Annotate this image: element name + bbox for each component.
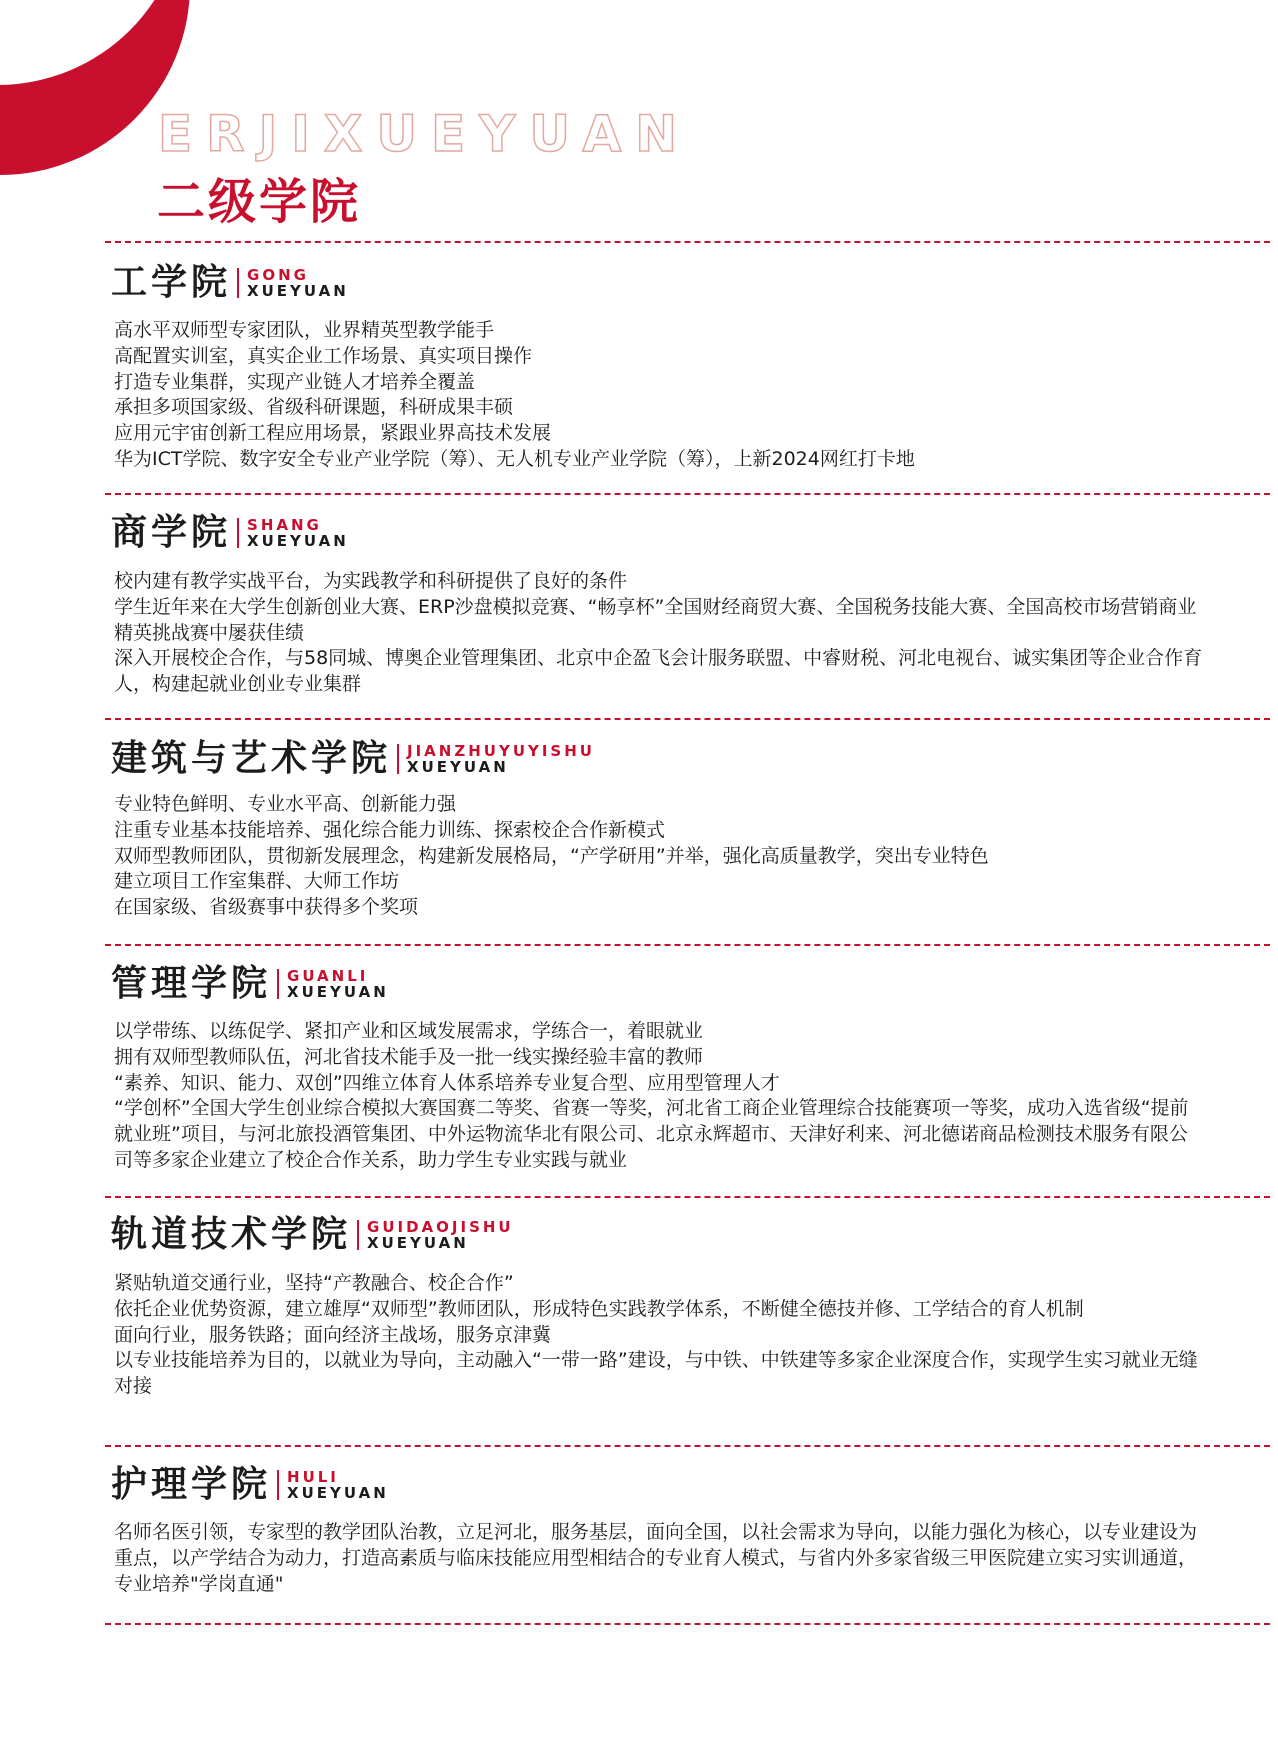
section-title: 轨道技术学院 [111,1214,352,1255]
section-title-en [287,968,389,1000]
section-line: 学生近年来在大学生创新创业大赛、ERP沙盘模拟竞赛、“畅享杯”全国财经商贸大赛、全国税务技能大赛、全国高校市场营销商业精英挑战赛中屡获佳绩 [114,595,1197,644]
section-body [114,1520,1204,1597]
divider [105,1196,1270,1198]
section-line: 专业特色鲜明、专业水平高、创新能力强 [114,793,457,815]
section-line: 高配置实训室，真实企业工作场景、真实项目操作 [114,344,533,367]
section-header-jianzhuyuyishu [111,737,595,781]
section-body [114,569,1204,698]
section-body [114,1019,1204,1174]
section-body [114,792,1204,921]
section-line: 依托企业优势资源，建立雄厚“双师型”教师团队，形成特色实践教学体系，不断健全德技并修、工学结合的育人机制 [114,1297,1084,1320]
section-title-en [247,517,349,549]
section-line: 以专业技能培养为目的，以就业为导向，主动融入“一带一路”建设，与中铁、中铁建等多家企业深度合作，实现学生实习就业无缝对接 [114,1349,1198,1398]
section-line: 应用元宇宙创新工程应用场景，紧跟业界高技术发展 [114,422,552,445]
section-line: 高水平双师型专家团队，业界精英型教学能手 [114,319,495,341]
section-title-en-line1: HULI [287,1468,339,1486]
section-title: 工学院 [111,262,232,303]
section-line: 紧贴轨道交通行业，坚持“产教融合、校企合作” [114,1272,514,1294]
divider [105,718,1270,720]
section-line: 深入开展校企合作，与58同城、博奥企业管理集团、北京中企盈飞会计服务联盟、中睿财税、河北电视台、诚实集团等企业合作育人，构建起就业创业专业集群 [114,647,1203,696]
section-title-bar [277,969,279,999]
section-line: 拥有双师型教师队伍，河北省技术能手及一批一线实操经验丰富的教师 [114,1045,704,1068]
section-line: 打造专业集群，实现产业链人才培养全覆盖 [114,370,476,393]
section-title-en-line1: GUANLI [287,967,369,985]
section-line: 以学带练、以练促学、紧扣产业和区域发展需求，学练合一，着眼就业 [114,1020,704,1042]
section-line: “素养、知识、能力、双创”四维立体育人体系培养专业复合型、应用型管理人才 [114,1071,780,1094]
section-title-en-line1: SHANG [247,516,322,534]
section-title-en-line1: GUIDAOJISHU [367,1218,514,1236]
section-header-guanli [111,962,389,1006]
section-title-bar [357,1220,359,1250]
divider [105,1623,1270,1625]
section-title-en-line2: XUEYUAN [247,532,349,550]
section-title-en-line2: XUEYUAN [287,983,389,1001]
page-title: 二级学院 [157,174,362,230]
section-title: 护理学院 [111,1464,272,1505]
section-title-en-line1: JIANZHUYUYISHU [407,742,595,760]
section-header-shangxueyuan [111,511,349,555]
divider [105,944,1270,946]
divider [105,241,1270,243]
section-title: 商学院 [111,512,232,553]
section-title-en-line2: XUEYUAN [247,282,349,300]
section-title-bar [237,268,239,298]
section-title-bar [397,744,399,774]
section-title-bar [237,518,239,548]
divider [105,493,1270,495]
section-title-en [407,743,595,775]
section-line: 双师型教师团队，贯彻新发展理念，构建新发展格局，“产学研用”并举，强化高质量教学，突出专业特色 [114,844,989,867]
section-line: 注重专业基本技能培养、强化综合能力训练、探索校企合作新模式 [114,818,666,841]
section-line: 承担多项国家级、省级科研课题，科研成果丰硕 [114,396,514,419]
section-title-bar [277,1470,279,1500]
section-line: 华为ICT学院、数字安全专业产业学院（筹）、无人机专业产业学院（筹），上新2024网红打卡地 [114,447,915,470]
section-title: 建筑与艺术学院 [111,738,392,779]
section-header-guidaojishu [111,1213,514,1257]
section-title-en [287,1469,389,1501]
section-header-gongxueyuan [111,261,349,305]
divider [105,1445,1270,1447]
section-line: 在国家级、省级赛事中获得多个奖项 [114,896,419,919]
section-body [114,318,1204,473]
section-title-en [247,267,349,299]
section-line: 校内建有教学实战平台，为实践教学和科研提供了良好的条件 [114,570,628,592]
section-header-huli [111,1463,389,1507]
section-line: “学创杯”全国大学生创业综合模拟大赛国赛二等奖、省赛一等奖，河北省工商企业管理综合技能赛项一等奖，成功入选省级“提前就业班”项目，与河北旅投酒管集团、中外运物流华北有限公司、北京永辉超市、天津好利来、河北德诺商品检测技术服务有限公司等多家企业建立了校企合作关系，助力学生专业实践与就业 [114,1097,1189,1171]
section-title: 管理学院 [111,963,272,1004]
section-title-en-line1: GONG [247,266,309,284]
section-title-en-line2: XUEYUAN [287,1484,389,1502]
section-line: 面向行业，服务铁路；面向经济主战场，服务京津冀 [114,1323,552,1346]
section-line: 建立项目工作室集群、大师工作坊 [114,870,400,893]
section-line: 名师名医引领，专家型的教学团队治教，立足河北，服务基层，面向全国，以社会需求为导向，以能力强化为核心，以专业建设为重点，以产学结合为动力，打造高素质与临床技能应用型相结合的专业育人模式，与省内外多家省级三甲医院建立实习实训通道，专业培养"学岗直通" [114,1521,1198,1595]
section-title-en-line2: XUEYUAN [407,758,509,776]
section-title-en [367,1219,514,1251]
section-title-en-line2: XUEYUAN [367,1234,469,1252]
section-body [114,1271,1204,1400]
page-title-en: ERJIXUEYUAN [158,105,691,163]
